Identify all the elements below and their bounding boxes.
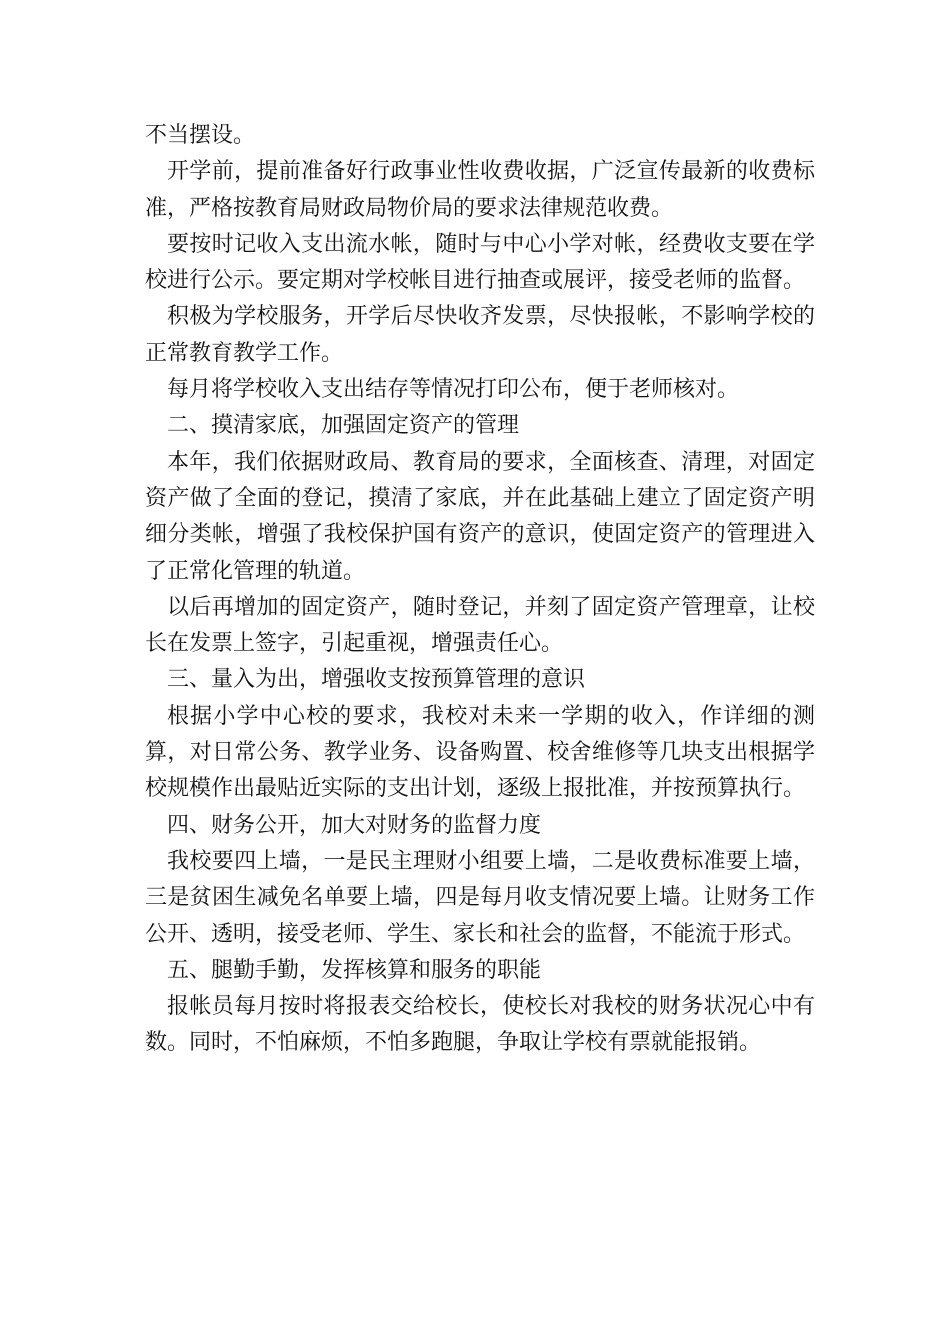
paragraph-budget-plan: 根据小学中心校的要求，我校对未来一学期的收入，作详细的测算，对日常公务、教学业务、设备购置、校舍维修等几块支出根据学校规模作出最贴近实际的支出计划，逐级上报批准，并按预算执行。 [145,703,815,802]
paragraph-fee-receipts: 开学前，提前准备好行政事业性收费收据，广泛宣传最新的收费标准，严格按教育局财政局物价局的要求法律规范收费。 [145,159,815,221]
paragraph-asset-inventory: 本年，我们依据财政局、教育局的要求，全面核查、清理，对固定资产做了全面的登记，摸清了家底，并在此基础上建立了固定资产明细分类帐，增强了我校保护国有资产的意识，使固定资产的管理进入了正常化管理的轨道。 [145,449,815,584]
section-heading-diligence: 五、腿勤手勤，发挥核算和服务的职能 [167,957,542,983]
paragraph-cash-journal: 要按时记收入支出流水帐，随时与中心小学对帐，经费收支要在学校进行公示。要定期对学校帐目进行抽查或展评，接受老师的监督。 [145,231,815,294]
section-heading-transparency: 四、财务公开，加大对财务的监督力度 [167,812,542,838]
paragraph-four-walls: 我校要四上墙，一是民主理财小组要上墙，二是收费标准要上墙，三是贫困生减免名单要上墙，四是每月收支情况要上墙。让财务工作公开、透明，接受老师、学生、家长和社会的监督，不能流于形式。 [145,848,815,947]
paragraph-continuation: 不当摆设。 [145,123,256,148]
document-body [145,118,815,1062]
paragraph-asset-registration: 以后再增加的固定资产，随时登记，并刻了固定资产管理章，让校长在发票上签字，引起重视，增强责任心。 [145,594,815,657]
paragraph-monthly-report: 每月将学校收入支出结存等情况打印公布，便于老师核对。 [167,377,740,403]
paragraph-school-service: 积极为学校服务，开学后尽快收齐发票，尽快报帐，不影响学校的正常教育教学工作。 [145,304,815,366]
section-heading-budget: 三、量入为出，增强收支按预算管理的意识 [167,667,586,693]
section-heading-fixed-assets: 二、摸清家底，加强固定资产的管理 [167,413,520,439]
paragraph-reporting: 报帐员每月按时将报表交给校长，使校长对我校的财务状况心中有数。同时，不怕麻烦，不怕多跑腿，争取让学校有票就能报销。 [145,994,815,1056]
